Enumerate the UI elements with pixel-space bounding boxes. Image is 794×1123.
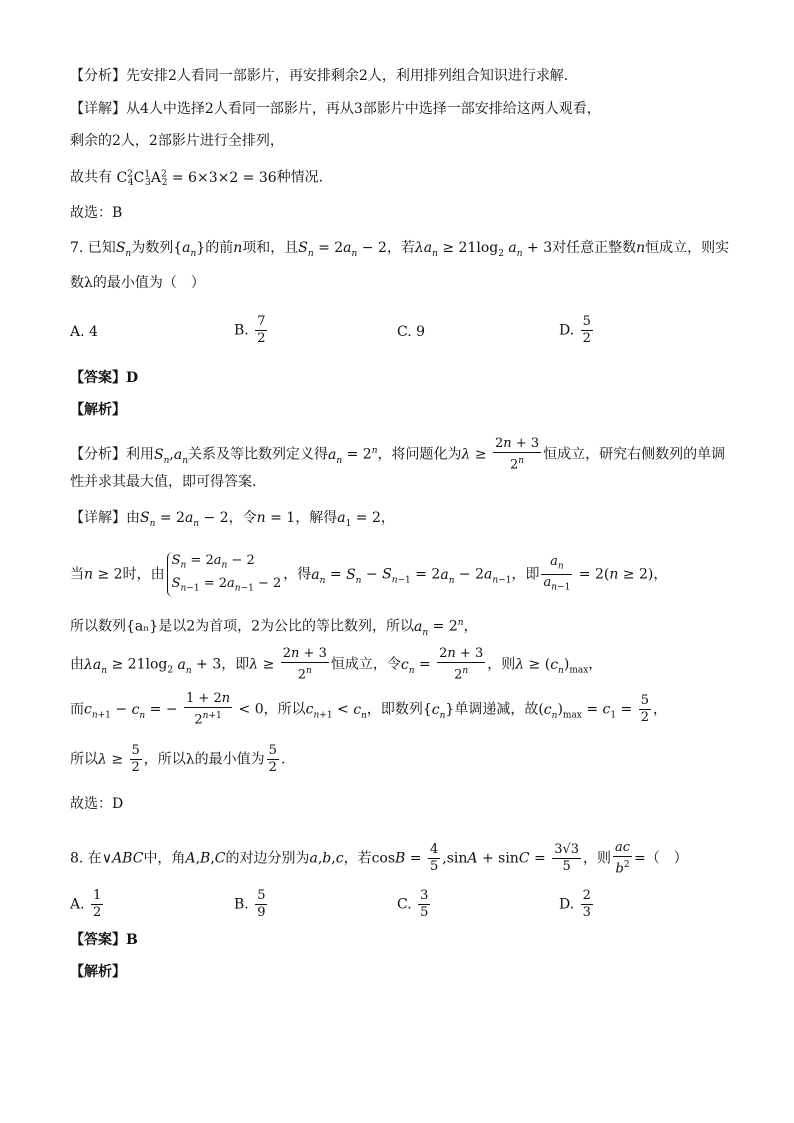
q8-option-b: B. $\frac{5}{9}$ [234, 888, 266, 920]
analysis-line-6: 【分析】先安排2人看同一部影片，再安排剩余2人，利用排列组合知识进行求解. [70, 68, 569, 84]
q7-detail-line5: 而$c_{n+1} - c_n$ = − $\frac{1 + 2n}{2^{n+1}}$ < 0，所以$c_{n+1} < c_n$，即数列$\{c_n\}$单调递减，故$(c_n)_{max} = c_1$ = $\frac{5}{2}$ ， [70, 691, 668, 728]
q7-option-d: D. $\frac{5}{2}$ [559, 314, 591, 346]
q7-option-a: A. 4 [70, 324, 98, 340]
q7-option-c: C. 9 [397, 324, 426, 340]
q7-detail-line3: 所以数列{aₙ}是以2为首项，2为公比的等比数列，所以$a_n = 2^n$， [70, 618, 478, 638]
q7-detail-line2: 当n ≥ 2时，由 $S_n = 2a_n - 2$ $S_{n-1} = 2a_{n-1} - 2$ ，得$a_n = S_n - S_{n-1} = 2a_n - 2a_{n-1}$，即 $\frac{a_n}{a_{n-1}}$ = 2(n ≥ 2)， [70, 552, 667, 597]
q7-answer: 【答案】D [70, 370, 139, 386]
q7-detail-line1: 【详解】由$S_n = 2a_n - 2$，令n = 1，解得$a_1 = 2$， [70, 510, 395, 529]
detail-line-6a: 【详解】从4人中选择2人看同一部影片，再从3部影片中选择一部安排给这两人观看， [70, 101, 601, 117]
detail-line-6c: 故共有 $C^2_4C^1_3A^2_2 = 6\times 3\times 2 = 36$种情况. [70, 169, 324, 189]
detail-line-6b: 剩余的2人，2部影片进行全排列， [70, 133, 284, 149]
q7-choice: 故选：D [70, 796, 124, 812]
q7-option-b: B. $\frac{7}{2}$ [234, 314, 266, 346]
q8-answer: 【答案】B [70, 932, 138, 948]
q7-stem-line1: 7. 已知$S_n$为数列$\{a_n\}$的前n项和，且$S_n = 2a_n - 2$，若$\lambda a_n \ge 21\log_2$ $a_n + 3$对任意正整数n恒成立，则实 [70, 240, 730, 259]
combination-formula: $C^2_4C^1_3A^2_2 = 6\times 3\times 2 = 36$ [116, 169, 277, 189]
q8-option-c: C. $\frac{3}{5}$ [397, 888, 429, 920]
q8-option-d: D. $\frac{2}{3}$ [559, 888, 591, 920]
q7-analysis-line1: 【分析】利用$S_n,a_n$关系及等比数列定义得$a_n = 2^n$，将问题化为λ ≥ $\frac{2n + 3}{2^n}$ 恒成立，研究右侧数列的单调 [70, 436, 726, 473]
q7-detail-line6: 所以λ ≥ $\frac{5}{2}$ ，所以λ的最小值为 $\frac{5}{2}$ . [70, 743, 286, 775]
q8-stem: 8. 在∨ABC中，角A,B,C的对边分别为a,b,c，若cosB = $\frac{4}{5}$ ,sinA + sinC = $\frac{3√3}{5}$ ，则 $\frac{ac}{b^2}$ =（ ） [70, 840, 688, 877]
choice-line-6: 故选：B [70, 205, 123, 221]
q7-analysis-line2: 性并求其最大值，即可得答案. [70, 474, 257, 490]
q7-jiexi: 【解析】 [70, 402, 126, 418]
q8-jiexi: 【解析】 [70, 964, 126, 980]
q8-option-a: A. $\frac{1}{2}$ [70, 888, 102, 920]
q7-stem-line2: 数λ的最小值为（ ） [70, 275, 205, 291]
q7-detail-line4: 由$\lambda a_n \ge 21\log_2$ $a_n + 3$，即λ ≥ $\frac{2n + 3}{2^n}$ 恒成立，令$c_n$ = $\frac{2n + 3}{2^n}$ ，则$\lambda \ge (c_n)_{max}$， [70, 646, 603, 683]
